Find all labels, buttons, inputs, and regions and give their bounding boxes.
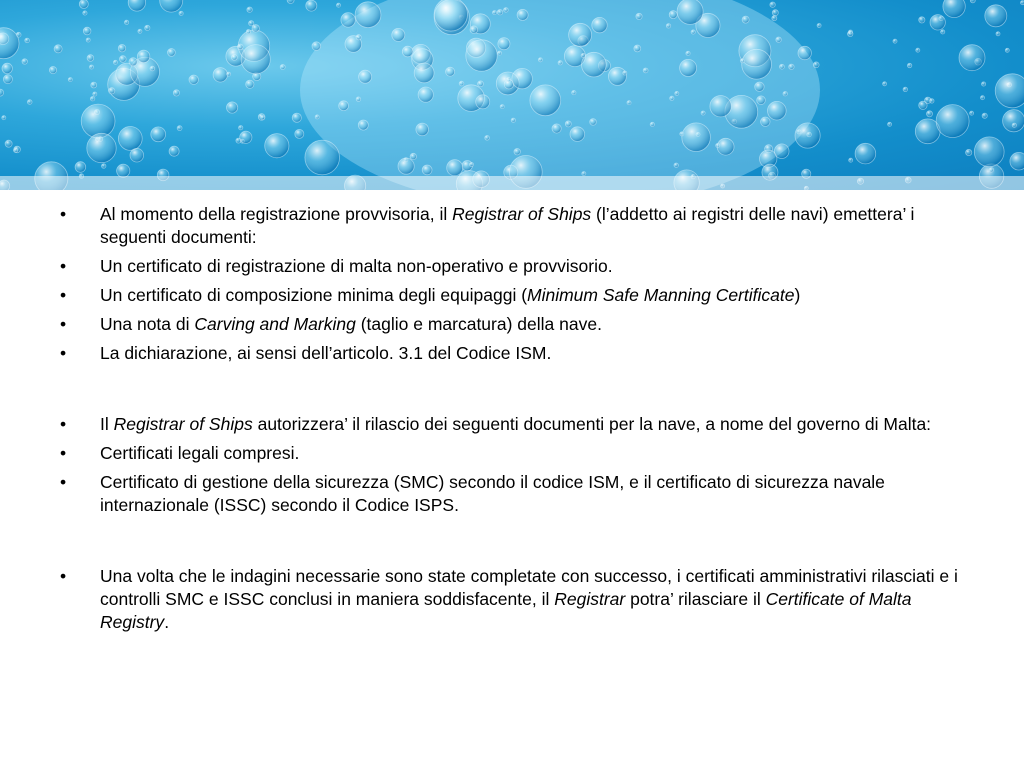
bubble xyxy=(795,123,820,148)
bubble xyxy=(813,62,819,68)
bubble xyxy=(565,121,571,127)
bubble xyxy=(996,32,1000,36)
bullet-icon: • xyxy=(60,343,67,363)
bullet-list-2 xyxy=(60,413,960,517)
bubble xyxy=(498,51,502,55)
bubble xyxy=(81,104,115,138)
bubble xyxy=(305,140,340,175)
bubble xyxy=(903,87,907,91)
bubble xyxy=(2,116,6,120)
bubble xyxy=(682,123,711,152)
water-bubbles-banner xyxy=(0,0,1024,190)
bubble xyxy=(1005,48,1009,52)
item-text: ) xyxy=(794,285,801,305)
bubble xyxy=(422,165,432,175)
bubble xyxy=(246,30,250,34)
bubble xyxy=(90,65,94,69)
item-text: (taglio e marcatura) della nave. xyxy=(355,314,602,334)
list-item xyxy=(60,565,960,634)
bullet-icon: • xyxy=(60,285,67,305)
item-text: La dichiarazione, ai sensi dell’articolo. 3.1 del Codice ISM. xyxy=(100,343,552,363)
bubble xyxy=(79,0,88,9)
bubble xyxy=(398,158,414,174)
bubble xyxy=(137,50,149,62)
bullet-icon: • xyxy=(60,414,67,434)
bubble xyxy=(130,148,144,162)
bubble xyxy=(691,30,695,34)
bubble xyxy=(3,75,12,84)
bubble xyxy=(893,39,897,43)
item-emphasis: Minimum Safe Manning Certificate xyxy=(527,285,795,305)
bubble xyxy=(459,81,464,86)
bubble xyxy=(231,54,237,60)
bubble xyxy=(985,5,1007,27)
bubble xyxy=(982,113,987,118)
bubble xyxy=(341,13,355,27)
bubble xyxy=(717,138,734,155)
bubble xyxy=(173,90,179,96)
bubbles-illustration xyxy=(0,0,1024,190)
bubble xyxy=(239,126,243,130)
bubble xyxy=(776,37,781,42)
bubble xyxy=(2,63,12,73)
bubble xyxy=(466,40,497,71)
bubble xyxy=(237,44,243,50)
bubble xyxy=(590,119,597,126)
bubble xyxy=(710,96,731,117)
bubble xyxy=(582,172,586,176)
bullet-icon: • xyxy=(60,256,67,276)
bubble xyxy=(247,7,252,12)
bubble xyxy=(530,85,561,116)
bubble xyxy=(128,0,145,11)
bubble xyxy=(355,2,381,28)
bubble xyxy=(213,68,227,82)
bubble xyxy=(315,115,319,119)
list-item xyxy=(60,471,960,517)
bubble xyxy=(1021,1,1024,5)
bubble xyxy=(68,78,72,82)
bubble xyxy=(54,45,62,53)
bubble xyxy=(1012,123,1016,127)
bubble xyxy=(943,0,965,18)
item-text: Una nota di xyxy=(100,314,195,334)
bubble xyxy=(783,92,787,96)
bullet-icon: • xyxy=(60,314,67,334)
bubble xyxy=(686,51,690,55)
bubble xyxy=(261,116,265,120)
bubble xyxy=(493,11,497,15)
bubble xyxy=(883,82,887,86)
bubble xyxy=(538,58,542,62)
list-item xyxy=(60,413,960,436)
bubble xyxy=(581,53,585,57)
bubble xyxy=(497,10,502,15)
bubble xyxy=(511,118,515,122)
bubble xyxy=(359,70,372,83)
bubble xyxy=(849,158,853,162)
bubble xyxy=(280,65,285,70)
bubble xyxy=(966,149,972,155)
bubble xyxy=(757,96,766,105)
bubble xyxy=(83,27,91,35)
bubble xyxy=(87,133,116,162)
bubble xyxy=(970,111,974,115)
item-text: Certificati legali compresi. xyxy=(100,443,300,463)
bubble xyxy=(150,66,155,71)
bubble xyxy=(358,120,368,130)
bubble xyxy=(418,87,433,102)
bubble xyxy=(504,8,509,13)
bubble xyxy=(356,35,361,40)
bubble xyxy=(916,48,920,52)
item-text: potra’ rilasciare il xyxy=(625,589,766,609)
bubble xyxy=(740,59,744,63)
bubble xyxy=(249,21,254,26)
bubble xyxy=(27,100,32,105)
bubble xyxy=(592,17,607,32)
bubble xyxy=(240,131,252,143)
item-text: Il xyxy=(100,414,114,434)
bubble xyxy=(151,127,166,142)
bullet-icon: • xyxy=(60,443,67,463)
list-item xyxy=(60,313,960,336)
bubble xyxy=(1010,152,1024,170)
bubble xyxy=(5,140,12,147)
bubble xyxy=(90,97,94,101)
bubble xyxy=(643,68,648,73)
bubble xyxy=(402,46,413,57)
item-emphasis: Registrar of Ships xyxy=(452,204,592,224)
bubble xyxy=(227,72,231,76)
bubble xyxy=(848,31,853,36)
bubble xyxy=(514,149,520,155)
bubble xyxy=(989,168,993,172)
bubble xyxy=(446,67,455,76)
bubble xyxy=(1003,110,1024,132)
bubble xyxy=(666,24,670,28)
bubble xyxy=(392,28,405,41)
bubble xyxy=(118,45,125,52)
bubble xyxy=(470,163,474,167)
bubble xyxy=(742,49,772,79)
bubble xyxy=(434,0,467,31)
item-text: Un certificato di composizione minima degli equipaggi ( xyxy=(100,285,528,305)
bubble xyxy=(780,64,785,69)
bubble xyxy=(485,136,490,141)
list-item xyxy=(60,342,960,365)
slide-body xyxy=(60,203,960,640)
bubble xyxy=(416,123,429,136)
bubble xyxy=(761,117,770,126)
bubble xyxy=(246,80,254,88)
bubble xyxy=(410,153,416,159)
bubble xyxy=(470,26,478,34)
bubble xyxy=(287,0,294,4)
bubble xyxy=(498,38,510,50)
bubble xyxy=(569,23,592,46)
bubble xyxy=(306,0,317,11)
bubble xyxy=(680,59,697,76)
bubble xyxy=(113,60,117,64)
item-emphasis: Certificate of Malta Registry xyxy=(100,589,912,632)
bubble xyxy=(241,45,270,74)
bubble xyxy=(930,99,934,103)
bubble xyxy=(0,89,4,96)
item-emphasis: Registrar xyxy=(554,589,626,609)
list-item xyxy=(60,255,960,278)
bullet-icon: • xyxy=(60,204,67,224)
bubble xyxy=(970,0,975,3)
bubble xyxy=(118,126,142,150)
bubble xyxy=(981,96,985,100)
bubble xyxy=(125,20,129,24)
bubble xyxy=(941,30,945,34)
bubble xyxy=(772,10,778,16)
bubble xyxy=(120,56,127,63)
bubble xyxy=(91,82,97,88)
bubble xyxy=(770,2,775,7)
bubble xyxy=(670,96,674,100)
bubble xyxy=(295,129,304,138)
bubble xyxy=(312,42,321,51)
bubble xyxy=(517,9,528,20)
bubble xyxy=(789,64,794,69)
bubble xyxy=(919,101,927,109)
list-item xyxy=(60,442,960,465)
bubble xyxy=(755,82,764,91)
bubble xyxy=(701,111,705,115)
bubble xyxy=(337,3,341,7)
banner-bottom-fade xyxy=(0,176,1024,190)
list-item xyxy=(60,203,960,249)
bubble xyxy=(919,17,925,23)
bubble xyxy=(927,111,933,117)
bubble xyxy=(339,101,349,111)
bubble xyxy=(169,146,179,156)
bubble xyxy=(677,0,703,24)
bubble xyxy=(959,45,985,71)
bubble xyxy=(75,162,86,173)
bubble xyxy=(292,113,301,122)
bubble xyxy=(930,15,945,30)
bubble xyxy=(138,29,142,33)
bubble xyxy=(252,25,259,32)
bubble xyxy=(109,88,115,94)
bubble xyxy=(552,124,561,133)
item-text: Al momento della registrazione provvisoria, il xyxy=(100,204,453,224)
bullet-icon: • xyxy=(60,472,67,492)
bubble xyxy=(447,160,463,176)
bubble xyxy=(798,46,811,59)
bubble xyxy=(160,0,183,12)
bubble xyxy=(86,38,90,42)
bubble xyxy=(772,16,777,21)
item-text: (l’addetto ai registri delle navi) emettera’ i seguenti documenti: xyxy=(100,204,915,247)
bubble xyxy=(189,75,198,84)
bubble xyxy=(168,49,176,57)
item-text: . xyxy=(164,612,170,632)
bubble xyxy=(265,134,289,158)
bubble xyxy=(102,164,106,168)
bubble xyxy=(476,95,490,109)
bubble xyxy=(623,71,627,75)
item-text: Una volta che le indagini necessarie sono state completate con successo, i certificati amministrativi rilasciati e i controlli SMC e ISSC conclusi in maniera soddisfacente, il xyxy=(100,566,958,609)
bubble xyxy=(888,122,892,126)
bubble xyxy=(500,105,504,109)
bubble xyxy=(627,101,631,105)
bubble xyxy=(572,91,576,95)
bubble xyxy=(570,127,585,142)
bubble xyxy=(177,126,182,131)
bubble xyxy=(742,16,749,23)
bubble xyxy=(650,122,654,126)
item-text: Un certificato di registrazione di malta non-operativo e provvisorio. xyxy=(100,256,613,276)
bubble xyxy=(117,164,130,177)
bubble xyxy=(995,74,1024,108)
bubble xyxy=(227,102,238,113)
bubble xyxy=(179,11,183,15)
bubble xyxy=(49,67,56,74)
bubble xyxy=(768,101,787,120)
bubble xyxy=(855,143,876,164)
bubble xyxy=(982,82,986,86)
bubble xyxy=(478,81,484,87)
bubble xyxy=(25,38,30,43)
bubble xyxy=(87,55,94,62)
bullet-list-1 xyxy=(60,203,960,365)
bubble xyxy=(22,59,27,64)
bubble xyxy=(669,11,677,19)
bubble xyxy=(774,144,789,159)
bubble xyxy=(83,11,87,15)
bubble xyxy=(634,45,641,52)
bubble xyxy=(907,63,911,67)
item-text: autorizzera’ il rilascio dei seguenti documenti per la nave, a nome del governo di Malta: xyxy=(252,414,932,434)
bubble xyxy=(817,24,821,28)
bubble xyxy=(558,61,562,65)
bubble xyxy=(414,63,434,83)
bullet-list-3 xyxy=(60,565,960,634)
item-text: Certificato di gestione della sicurezza (SMC) secondo il codice ISM, e il certificato di sicurezza navale internazionale (ISSC) secondo il Codice ISPS. xyxy=(100,472,885,515)
bubble xyxy=(0,28,19,59)
bubble xyxy=(356,97,360,101)
bubble xyxy=(93,92,97,96)
bubble xyxy=(129,58,137,66)
bubble xyxy=(14,148,18,152)
bubble xyxy=(636,13,642,19)
bubble xyxy=(936,105,969,138)
bubble xyxy=(675,91,679,95)
bubble xyxy=(674,163,678,167)
bubble xyxy=(512,68,532,88)
item-emphasis: Registrar of Ships xyxy=(113,414,253,434)
bubble xyxy=(608,67,626,85)
bullet-icon: • xyxy=(60,566,67,586)
bubble xyxy=(974,137,1004,167)
list-item xyxy=(60,284,960,307)
item-emphasis: Carving and Marking xyxy=(194,314,356,334)
bubble xyxy=(145,25,150,30)
